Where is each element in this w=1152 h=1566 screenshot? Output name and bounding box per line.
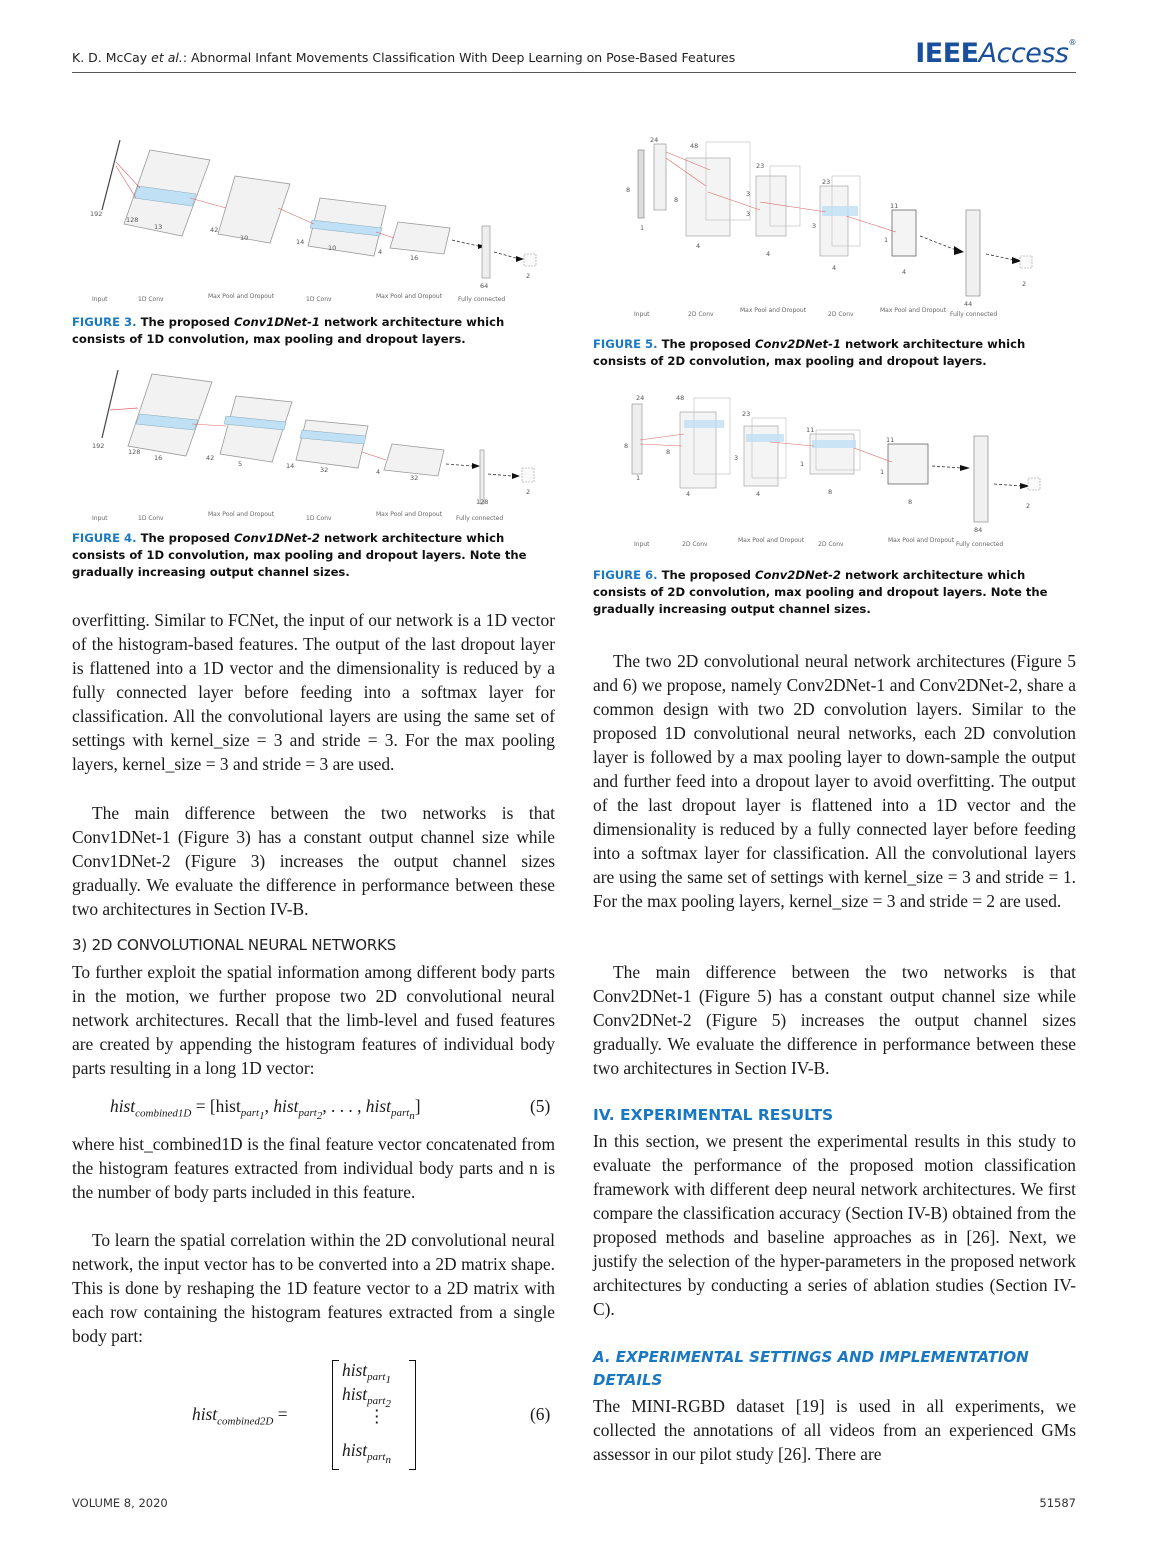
fig4-layer-label: 1D Conv (138, 515, 164, 522)
fig5-dim-label: 8 (626, 186, 631, 194)
fig5-layer-label: Input (634, 311, 650, 318)
figure-4-diagram (80, 356, 550, 526)
equation-5: hist$_{combined1D}$ = [hist$_{part_1}$, hist$_{part_2}$, . . . , hist$_{part_n}$] (110, 1096, 421, 1123)
fig6-layer-label: Max Pool and Dropout (888, 537, 955, 544)
fig6-layer-label: 2D Conv (682, 541, 708, 548)
fig3-dim-label: 10 (240, 234, 249, 242)
fig5-layer-label: 2D Conv (688, 311, 714, 318)
fig3-layer-label: Max Pool and Dropout (208, 293, 275, 300)
fig6-dim-label: 4 (756, 490, 761, 498)
header-etal: et al. (151, 50, 183, 65)
right-paragraph-3: In this section, we present the experimental results in this study to evaluate the performance of the proposed motion classification framework with different deep neural network architectures. We first compare the classification accuracy (Section IV-B) obtained from the proposed methods and baseline approaches as in [26]. Next, we justify the selection of the hyper-parameters in the proposed network architectures by conducting a series of ablation studies (Section IV-C). (593, 1131, 1076, 1319)
fig5-dim-label: 1 (640, 224, 645, 232)
fig4-dim-label: 5 (238, 460, 243, 468)
footer-page-number: 51587 (1039, 1496, 1076, 1510)
fig5-layer-label: Max Pool and Dropout (740, 307, 807, 314)
fig6-dim-label: 23 (742, 410, 751, 418)
fig6-dim-label: 8 (624, 442, 629, 450)
fig3-dim-label: 4 (378, 248, 383, 256)
ieee-access-logo (915, 38, 1076, 69)
fig6-dim-label: 2 (1026, 502, 1031, 510)
fig5-label: FIGURE 5. (593, 337, 658, 351)
fig6-layer-label: Input (634, 541, 650, 548)
fig6-label: FIGURE 6. (593, 568, 658, 582)
fig4-dim-label: 128 (128, 448, 141, 456)
equation-6-number: (6) (530, 1404, 551, 1424)
fig3-dim-label: 64 (480, 282, 489, 290)
equation-5-number: (5) (530, 1096, 551, 1116)
logo-reg: ® (1068, 38, 1076, 47)
logo-ieee: IEEE (915, 38, 979, 69)
subsection-heading-2d-cnn: 3) 2D CONVOLUTIONAL NEURAL NETWORKS (72, 936, 397, 954)
fig5-dim-label: 3 (812, 222, 817, 230)
fig6-dim-label: 1 (800, 460, 805, 468)
left-paragraph-3: To further exploit the spatial information among different body parts in the motion, we further propose two 2D convolutional neural network architectures. Recall that the limb-level and fused features are created by appending the histogram features of individual body parts resulting in a long 1D vector: (72, 962, 555, 1078)
fig6-dim-label: 1 (880, 468, 885, 476)
fig5-dim-label: 2 (1022, 280, 1027, 288)
figure-6-caption: FIGURE 6. The proposed Conv2DNet-2 network architecture which consists of 2D convolution, max pooling and dropout layers. Note the gradually increasing output channel sizes. (593, 568, 1048, 616)
fig3-layer-label: Max Pool and Dropout (376, 293, 443, 300)
figure-3-diagram (80, 128, 550, 308)
fig6-dim-label: 1 (636, 474, 641, 482)
fig5-dim-label: 1 (884, 236, 889, 244)
fig4-layer-label: Fully connected (456, 515, 504, 522)
fig4-dim-label: 192 (92, 442, 105, 450)
figure-5-diagram (610, 132, 1070, 322)
fig6-layer-label: Fully connected (956, 541, 1004, 548)
fig3-layer-label: Fully connected (458, 296, 506, 303)
header-authors: K. D. McCay (72, 50, 152, 65)
fig6-dim-label: 8 (828, 488, 833, 496)
equation-6-matrix: hist$_{part_1}$ hist$_{part_2}$ ⋮ hist$_{part_n}$ (332, 1360, 416, 1470)
fig4-layer-label: 1D Conv (306, 515, 332, 522)
fig4-dim-label: 32 (320, 466, 329, 474)
fig3-dim-label: 192 (90, 210, 103, 218)
fig6-dim-label: 8 (666, 448, 671, 456)
fig5-dim-label: 24 (650, 136, 659, 144)
fig6-dim-label: 48 (676, 394, 685, 402)
left-paragraph-4: where hist_combined1D is the final feature vector concatenated from the histogram features extracted from individual body parts and n is the number of body parts included in this feature. (72, 1134, 555, 1202)
fig5-dim-label: 4 (766, 250, 771, 258)
fig4-layer-label: Max Pool and Dropout (208, 511, 275, 518)
fig6-dim-label: 8 (908, 498, 913, 506)
fig5-dim-label: 4 (832, 264, 837, 272)
fig6-dim-label: 4 (686, 490, 691, 498)
left-paragraph-1: overfitting. Similar to FCNet, the input of our network is a 1D vector of the histogram-based features. The output of the last dropout layer is flattened into a 1D vector and the dimensionality is reduced by a fully connected layer before feeding into a softmax layer for classification. All the convolutional layers are using the same set of settings with kernel_size = 3 and stride = 3. For the max pooling layers, kernel_size = 3 and stride = 3 are used. (72, 610, 555, 774)
fig5-dim-label: 4 (902, 268, 907, 276)
fig5-dim-label: 3 (746, 190, 751, 198)
fig4-layer-label: Input (92, 515, 108, 522)
fig5-dim-label: 4 (696, 242, 701, 250)
fig4-dim-label: 16 (154, 454, 163, 462)
logo-access: Access (978, 38, 1069, 69)
fig6-dim-label: 3 (734, 454, 739, 462)
fig5-dim-label: 48 (690, 142, 699, 150)
fig3-layer-label: 1D Conv (138, 296, 164, 303)
right-paragraph-2: The main difference between the two networks is that Conv2DNet-1 (Figure 5) has a constant output channel size while Conv2DNet-2 (Figure 5) increases the output channel sizes gradually. We evaluate the difference in performance between these two architectures in Section IV-B. (593, 962, 1076, 1078)
left-paragraph-5: To learn the spatial correlation within the 2D convolutional neural network, the input vector has to be converted into a 2D matrix shape. This is done by reshaping the 1D feature vector to a 2D matrix with each row containing the histogram features extracted from a single body part: (72, 1230, 555, 1346)
figure-5-caption: FIGURE 5. The proposed Conv2DNet-1 network architecture which consists of 2D convolution, max pooling and dropout layers. (593, 337, 1026, 368)
left-paragraph-2: The main difference between the two networks is that Conv1DNet-1 (Figure 3) has a constant output channel size while Conv1DNet-2 (Figure 3) increases the output channel sizes gradually. We evaluate the difference in performance between these two architectures in Section IV-B. (72, 803, 555, 919)
header-title: : Abnormal Infant Movements Classification With Deep Learning on Pose-Based Features (182, 50, 736, 65)
fig5-dim-label: 23 (756, 162, 765, 170)
fig3-dim-label: 13 (154, 223, 163, 231)
fig6-layer-label: 2D Conv (818, 541, 844, 548)
fig6-dim-label: 11 (806, 426, 815, 434)
figure-6-diagram (610, 384, 1070, 554)
fig3-dim-label: 16 (410, 254, 419, 262)
figure-3-caption: FIGURE 3. The proposed Conv1DNet-1 network architecture which consists of 1D convolution, max pooling and dropout layers. (72, 315, 505, 346)
fig3-dim-label: 14 (296, 238, 305, 246)
fig5-dim-label: 11 (890, 202, 899, 210)
fig3-layer-label: 1D Conv (306, 296, 332, 303)
fig4-dim-label: 4 (376, 468, 381, 476)
fig3-dim-label: 10 (328, 244, 337, 252)
fig5-dim-label: 44 (964, 300, 973, 308)
fig5-layer-label: Fully connected (950, 311, 998, 318)
fig6-layer-label: Max Pool and Dropout (738, 537, 805, 544)
equation-6-lhs: hist$_{combined2D}$ = (192, 1404, 288, 1428)
right-paragraph-1: The two 2D convolutional neural network architectures (Figure 5 and 6) we propose, namely Conv2DNet-1 and Conv2DNet-2, share a common design with two 2D convolution layers. Similar to the proposed 1D convolutional neural networks, each 2D convolution layer is followed by a max pooling layer to down-sample the output and further feed into a dropout layer to avoid overfitting. The output of the last dropout layer is flattened into a 1D vector and the dimensionality is reduced by a fully connected layer before feeding into a softmax layer for classification. All the convolutional layers are using the same set of settings with kernel_size = 3 and stride = 1. For the max pooling layers, kernel_size = 3 and stride = 2 are used. (593, 651, 1076, 911)
page-header (72, 38, 1076, 73)
fig3-dim-label: 2 (526, 272, 531, 280)
footer-volume: VOLUME 8, 2020 (72, 1496, 168, 1510)
fig6-dim-label: 84 (974, 526, 983, 534)
fig3-layer-label: Input (92, 296, 108, 303)
fig5-layer-label: Max Pool and Dropout (880, 307, 947, 314)
fig4-dim-label: 14 (286, 462, 295, 470)
running-title (72, 50, 735, 65)
fig3-dim-label: 42 (210, 226, 219, 234)
fig5-dim-label: 8 (674, 196, 679, 204)
figure-4-caption: FIGURE 4. The proposed Conv1DNet-2 network architecture which consists of 1D convolution, max pooling and dropout layers. Note the gradually increasing output channel sizes. (72, 531, 527, 579)
fig5-dim-label: 3 (746, 210, 751, 218)
fig4-dim-label: 128 (476, 498, 489, 506)
fig4-dim-label: 2 (526, 488, 531, 496)
fig3-label: FIGURE 3. (72, 315, 137, 329)
fig5-dim-label: 23 (822, 178, 831, 186)
right-paragraph-4: The MINI-RGBD dataset [19] is used in all experiments, we collected the annotations of all videos from an experienced GMs assessor in our pilot study [26]. There are (593, 1396, 1076, 1464)
fig4-layer-label: Max Pool and Dropout (376, 511, 443, 518)
fig4-label: FIGURE 4. (72, 531, 137, 545)
fig6-dim-label: 11 (886, 436, 895, 444)
fig3-dim-label: 128 (126, 216, 139, 224)
section-heading-experimental-results: IV. EXPERIMENTAL RESULTS (593, 1106, 834, 1124)
subsection-heading-settings: A. EXPERIMENTAL SETTINGS AND IMPLEMENTATION DETAILS (593, 1348, 1029, 1389)
fig4-dim-label: 42 (206, 454, 215, 462)
fig6-dim-label: 24 (636, 394, 645, 402)
fig5-layer-label: 2D Conv (828, 311, 854, 318)
fig4-dim-label: 32 (410, 474, 419, 482)
